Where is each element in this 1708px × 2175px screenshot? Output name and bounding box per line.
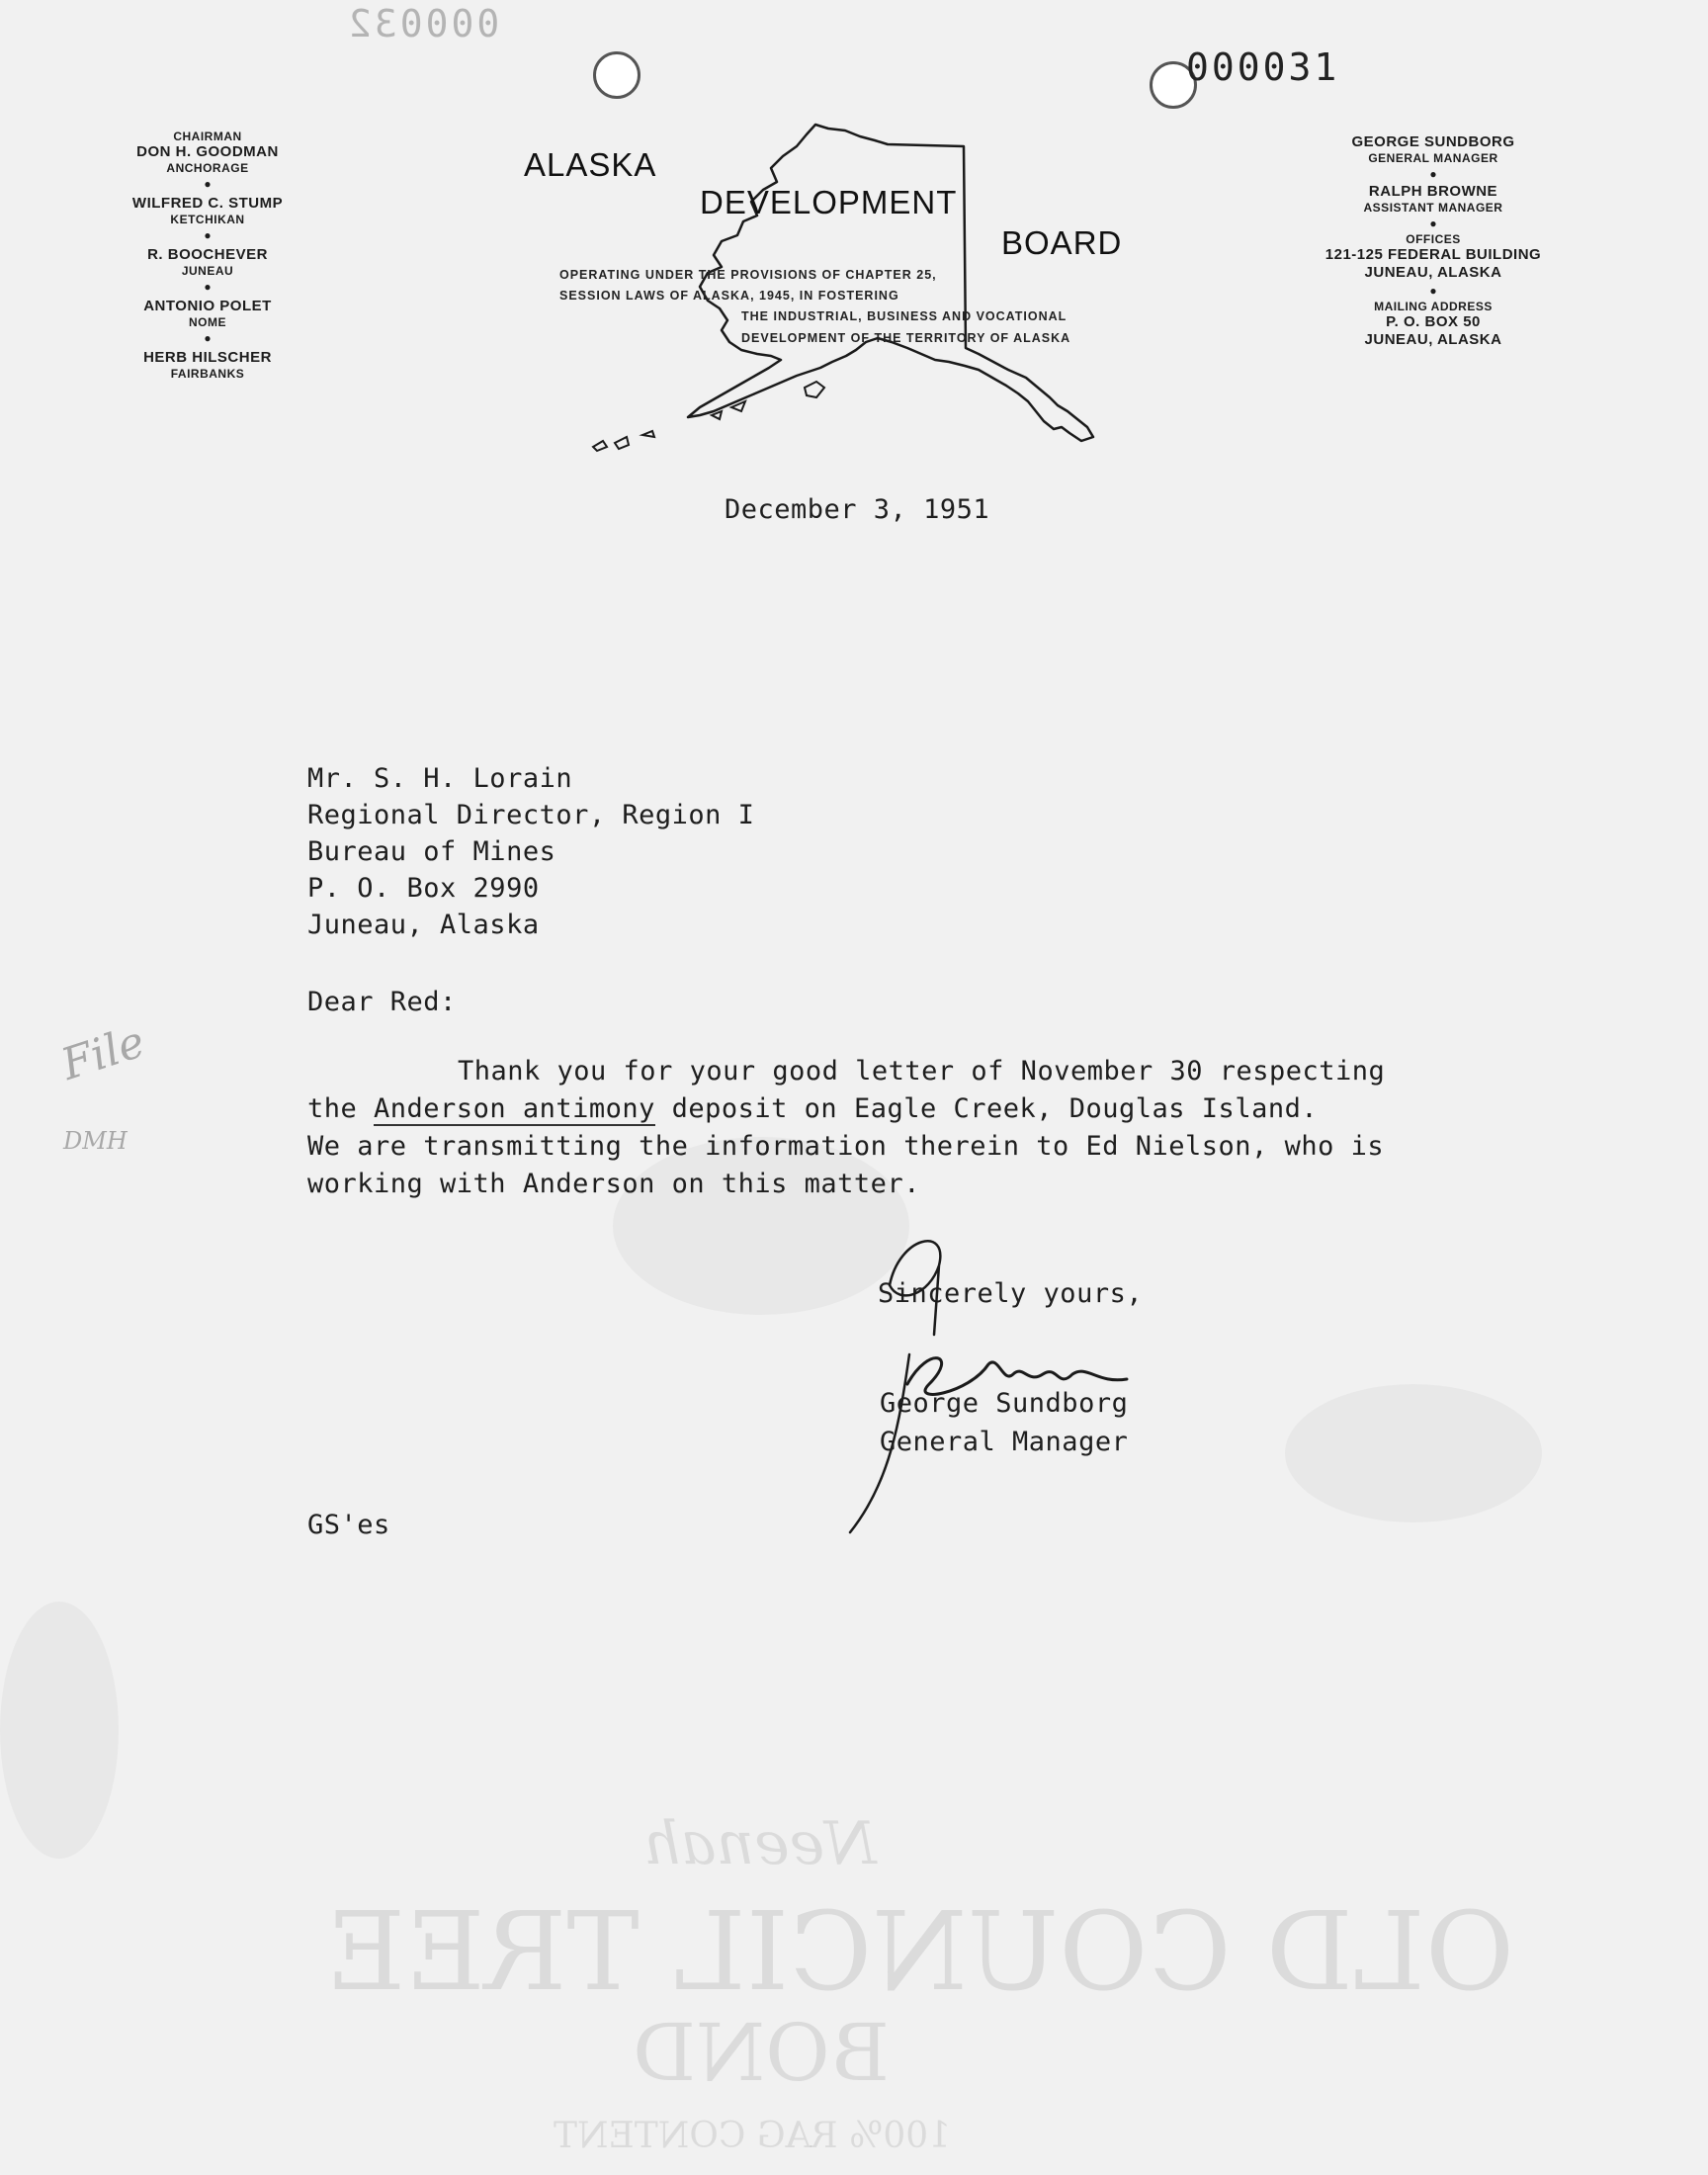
bullet-dot: ● <box>204 280 212 294</box>
handwritten-signature <box>830 1226 1206 1542</box>
body-line <box>307 1169 1385 1206</box>
body-line <box>307 1093 1385 1131</box>
member-place: KETCHIKAN <box>170 213 245 226</box>
mailing-label: MAILING ADDRESS <box>1374 300 1493 313</box>
body-text: working with Anderson on this matter. <box>307 1169 920 1199</box>
brand-word-alaska: ALASKA <box>524 146 657 183</box>
closing: Sincerely yours, <box>878 1278 1144 1309</box>
address-line: Juneau, Alaska <box>307 910 540 940</box>
offices-label: OFFICES <box>1406 232 1461 246</box>
brand-tagline: DEVELOPMENT OF THE TERRITORY OF ALASKA <box>741 331 1071 345</box>
address-line: P. O. Box 2990 <box>307 873 540 904</box>
letter-body <box>307 1056 1385 1206</box>
paper-stain <box>1285 1384 1542 1522</box>
board-member <box>104 349 311 381</box>
member-name: R. BOOCHEVER <box>147 246 268 263</box>
board-member <box>104 298 311 345</box>
signer-title: General Manager <box>880 1427 1129 1457</box>
reverse-document-number: 000032 <box>346 2 500 45</box>
brand-tagline: THE INDUSTRIAL, BUSINESS AND VOCATIONAL <box>741 309 1068 323</box>
margin-note: DMH <box>63 1127 128 1155</box>
document-number-stamp: 000031 <box>1186 45 1340 89</box>
punch-hole-left <box>593 51 640 99</box>
salutation: Dear Red: <box>307 987 457 1017</box>
bleed-through-text: BOND <box>633 2007 890 2099</box>
body-line <box>307 1131 1385 1169</box>
brand-tagline: OPERATING UNDER THE PROVISIONS OF CHAPTER 25, <box>559 268 937 282</box>
brand-word-board: BOARD <box>1001 224 1123 261</box>
manager-name: GEORGE SUNDBORG <box>1351 133 1515 150</box>
offices-line: 121-125 FEDERAL BUILDING <box>1324 246 1542 263</box>
staff-column <box>1285 133 1581 349</box>
inside-address <box>307 763 754 946</box>
member-name: DON H. GOODMAN <box>136 143 279 160</box>
member-name: WILFRED C. STUMP <box>131 195 284 212</box>
bleed-through-text: Neenah <box>642 1809 877 1878</box>
brand-word-development: DEVELOPMENT <box>700 184 958 220</box>
address-line: Bureau of Mines <box>307 836 556 867</box>
member-role: CHAIRMAN <box>173 130 242 143</box>
body-text: We are transmitting the information therein to Ed Nielson, who is <box>307 1131 1385 1162</box>
bullet-dot: ● <box>204 228 212 242</box>
bleed-through-text: 100% RAG CONTENT <box>554 2116 952 2156</box>
bullet-dot: ● <box>1429 217 1437 230</box>
signer-name: George Sundborg <box>880 1388 1129 1419</box>
underlined-phrase: Anderson antimony <box>374 1093 655 1124</box>
board-member <box>104 130 311 191</box>
member-place: NOME <box>189 315 226 329</box>
board-member <box>104 246 311 294</box>
paper-stain <box>0 1602 119 1859</box>
margin-note: File <box>55 1016 151 1090</box>
bleed-through-text: OLD COUNCIL TREE <box>326 1888 1515 2015</box>
board-member <box>104 195 311 242</box>
body-line <box>307 1056 1385 1093</box>
member-place: ANCHORAGE <box>166 161 249 175</box>
manager-title: GENERAL MANAGER <box>1368 151 1498 165</box>
mailing-line: P. O. BOX 50 <box>1386 313 1481 330</box>
member-place: JUNEAU <box>181 264 234 278</box>
bullet-dot: ● <box>204 177 212 191</box>
member-place: FAIRBANKS <box>170 367 245 381</box>
letter-date: December 3, 1951 <box>725 494 990 525</box>
address-line: Mr. S. H. Lorain <box>307 763 573 794</box>
bullet-dot: ● <box>204 331 212 345</box>
assistant-title: ASSISTANT MANAGER <box>1363 201 1503 215</box>
assistant-name: RALPH BROWNE <box>1368 183 1498 200</box>
body-text: Thank you for your good letter of November 30 respecting <box>458 1056 1386 1087</box>
address-line: Regional Director, Region I <box>307 800 755 830</box>
bullet-dot: ● <box>1429 284 1437 298</box>
member-name: ANTONIO POLET <box>143 298 272 314</box>
member-name: HERB HILSCHER <box>143 349 272 366</box>
brand-tagline: SESSION LAWS OF ALASKA, 1945, IN FOSTERING <box>559 289 899 303</box>
bullet-dot: ● <box>1429 167 1437 181</box>
offices-line: JUNEAU, ALASKA <box>1364 264 1502 281</box>
body-text: the <box>307 1093 375 1124</box>
board-members-column <box>104 130 311 385</box>
body-text: deposit on Eagle Creek, Douglas Island. <box>654 1093 1319 1124</box>
reference-initials: GS'es <box>307 1510 390 1540</box>
mailing-line: JUNEAU, ALASKA <box>1364 331 1502 348</box>
